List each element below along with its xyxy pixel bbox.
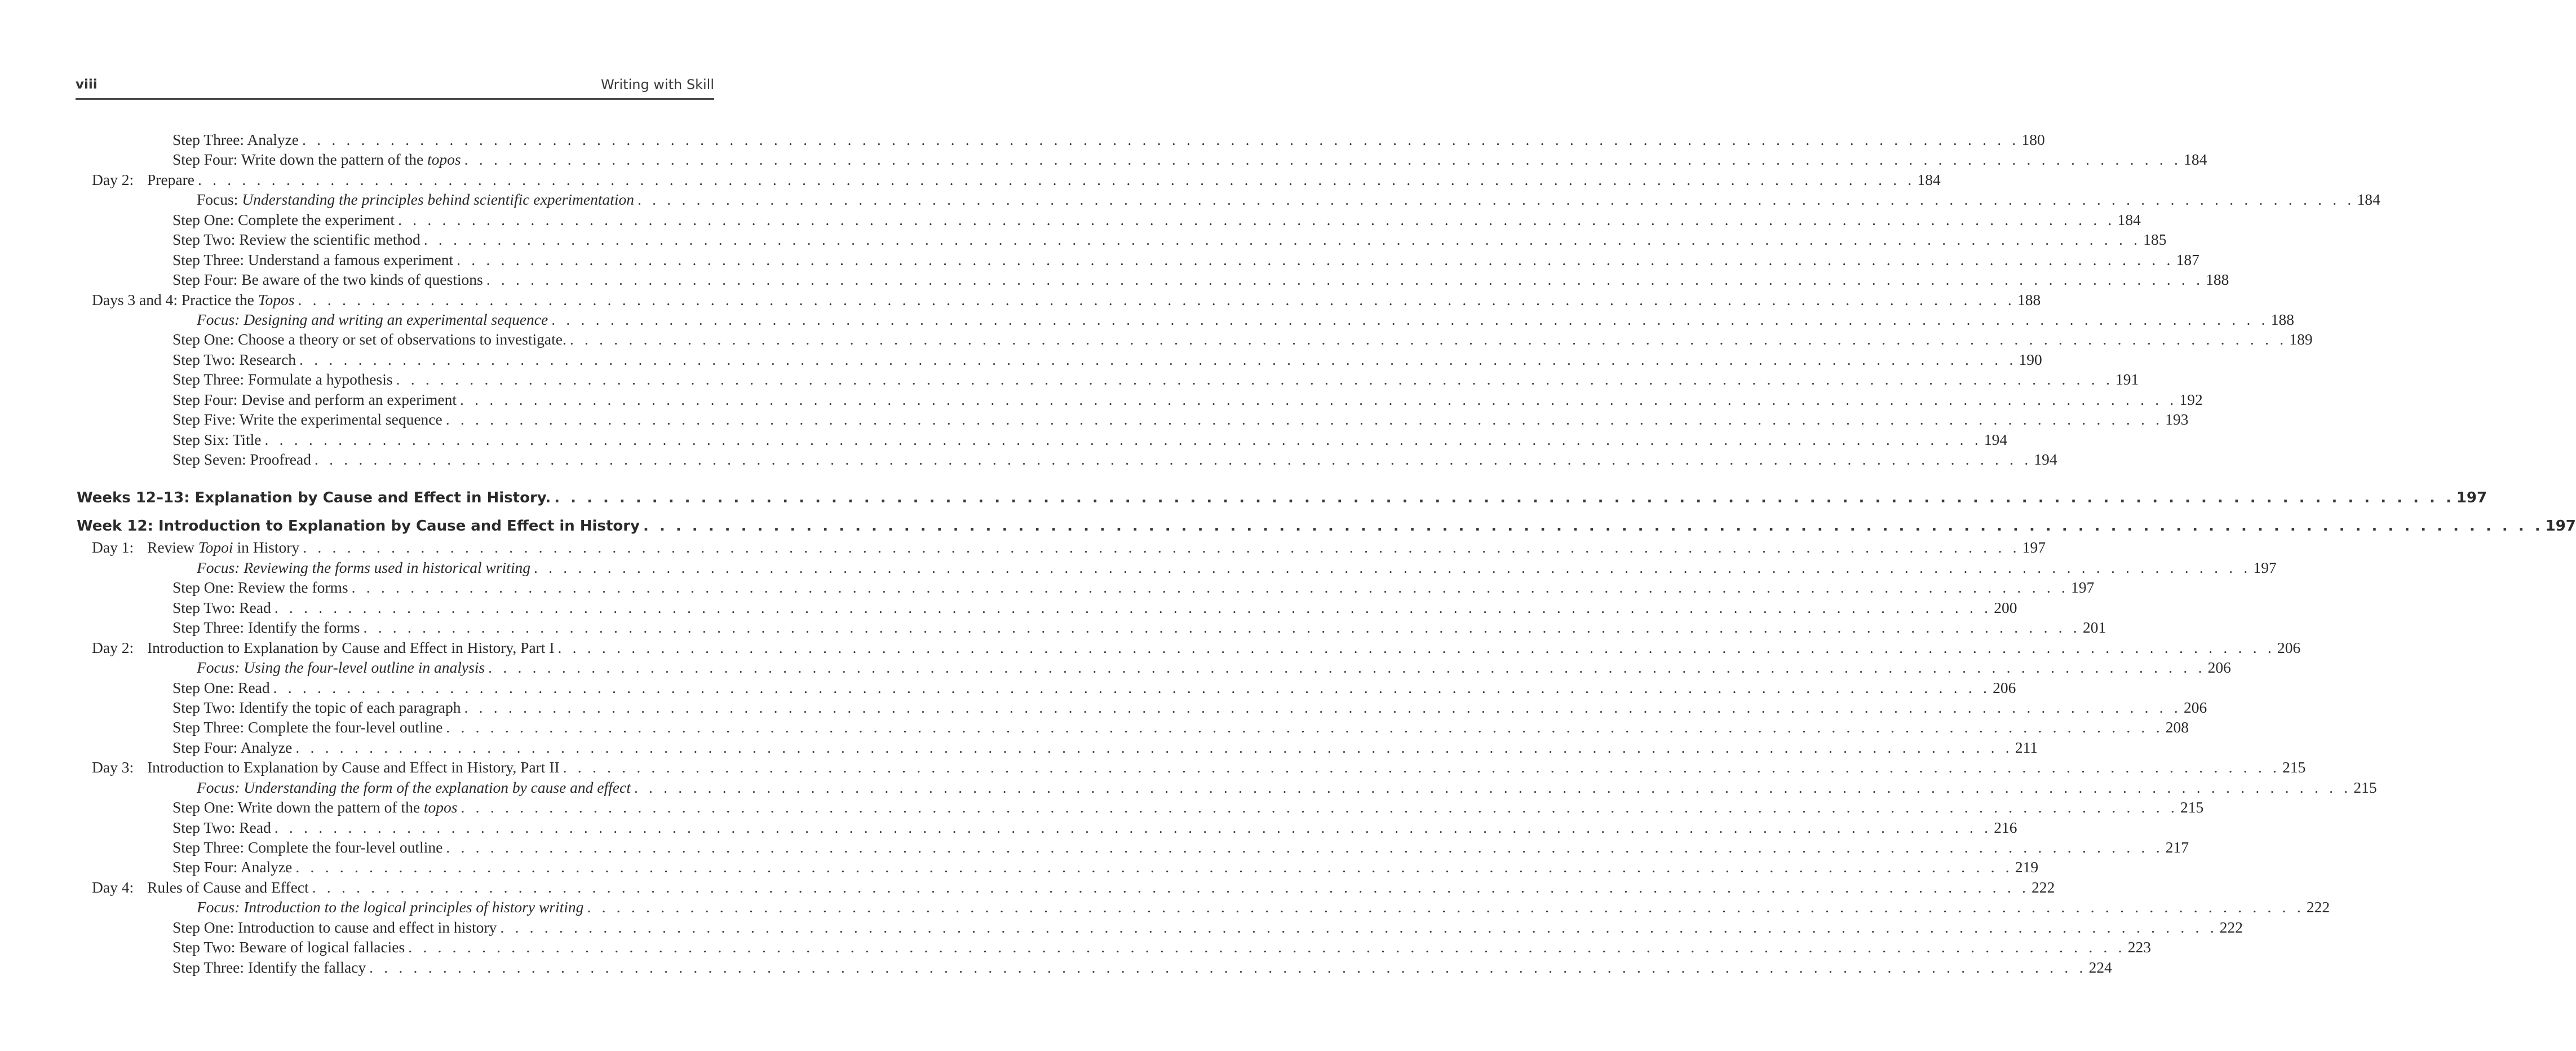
toc-entry-page: 206 (2277, 638, 2301, 656)
toc-entry-page: 215 (2282, 758, 2306, 776)
toc-entry[interactable] (76, 449, 2057, 469)
leader-dots: . . . . . . . . . . . . . . . . . . . . . . . . . . . . . . . . . . . . . . . . . . . . . . . . . . . . . . . . . . . . . . . . . . . . . . . . . . . . . . . . . . . . . . . . . . . . . . . . . . . . . . . . . . . . . . . . . . . . . (464, 151, 2182, 169)
leader-dots: . . . . . . . . . . . . . . . . . . . . . . . . . . . . . . . . . . . . . . . . . . . . . . . . . . . . . . . . . . . . . . . . . . . . . . . . . . . . . . . . . . . . . . . . . . . . . . . . . . . . . . . . . . . . . . . . . . . . . (274, 598, 1992, 616)
toc-entry-label: Step Two: Beware of logical fallacies (172, 938, 405, 956)
toc-entry-page: 185 (2143, 231, 2167, 249)
toc-entry-page: 222 (2219, 918, 2243, 936)
toc-focus-entry[interactable] (76, 310, 2294, 329)
toc-entry-page: 197 (2456, 489, 2488, 507)
toc-entry[interactable] (76, 409, 2189, 429)
toc-entry-label (172, 797, 458, 817)
day-label: Day 4: (92, 878, 134, 896)
toc-entry[interactable] (76, 229, 2167, 249)
toc-entry-label: Step Three: Analyze (172, 131, 299, 148)
label-text: Step One: Write down the pattern of the (172, 798, 424, 816)
running-title: Writing with Skill (600, 77, 714, 92)
toc-entry-label: Step One: Complete the experiment (172, 210, 395, 228)
toc-entry[interactable] (76, 917, 2243, 937)
toc-entry-page: 206 (2183, 698, 2207, 716)
toc-entry-label: Step One: Introduction to cause and effect in history (172, 918, 497, 936)
day-label: Day 1: (92, 538, 134, 557)
toc-entry-page: 222 (2306, 898, 2330, 916)
toc-entry-page: 192 (2179, 390, 2203, 408)
toc-entry-page: 217 (2165, 838, 2189, 856)
toc-entry-page: 187 (2176, 250, 2199, 268)
toc-entry-label: Step Three: Complete the four-level outline (172, 838, 443, 856)
leader-dots: . . . . . . . . . . . . . . . . . . . . . . . . . . . . . . . . . . . . . . . . . . . . . . . . . . . . . . . . . . . . . . . . . . . . . . . . . . . . . . . . . . . . . . . . . . . . . . . . . . . . . . . . . . . . . . . . . . . . . (197, 170, 1915, 188)
leader-dots: . . . . . . . . . . . . . . . . . . . . . . . . . . . . . . . . . . . . . . . . . . . . . . . . . . . . . . . . . . . . . . . . . . . . . . . . . . . . . . . . . . . . . . . . . . . . . . . . . . . . . . . . . . . . . . . . . . . . . (551, 310, 2269, 328)
toc-entry-label: Step Four: Analyze (172, 738, 293, 756)
toc-entry-label: Step Two: Research (172, 350, 296, 368)
toc-entry-label: Focus: Using the four-level outline in analysis (197, 659, 485, 677)
toc-entry-page: 191 (2115, 370, 2139, 388)
toc-entry[interactable] (76, 390, 2203, 409)
leader-dots: . . . . . . . . . . . . . . . . . . . . . . . . . . . . . . . . . . . . . . . . . . . . . . . . . . . . . . . . . . . . . . . . . . . . . . . . . . . . . . . . . . . . . . . . . . . . . . . . . . . . . . . . . . . . . . . . . . . . . (563, 758, 2281, 776)
toc-entry-page: 222 (2031, 878, 2055, 896)
leader-dots: . . . . . . . . . . . . . . . . . . . . . . . . . . . . . . . . . . . . . . . . . . . . . . . . . . . . . . . . . . . . . . . . . . . . . . . . . . . . . . . . . . . . . . . . . . . . . . . . . . . . . . . . . . . . . . . . . . . . . (408, 938, 2126, 956)
label-text: Prepare (147, 170, 194, 188)
label-text: Introduction to Explanation by Cause and Effect in History, Part II (147, 758, 560, 776)
leader-dots: . . . . . . . . . . . . . . . . . . . . . . . . . . . . . . . . . . . . . . . . . . . . . . . . . . . . . . . . . . . . . . . . . . . . . . . . . . . . . . . . . . . . . . . . . . . . . . . . . . . . . . . . . . . . . . . . . . . . . (351, 579, 2069, 597)
toc-entry-page: 194 (2034, 451, 2057, 468)
leader-dots: . . . . . . . . . . . . . . . . . . . . . . . . . . . . . . . . . . . . . . . . . . . . . . . . . . . . . . . . . . . . . . . . . . . . . . . . . . . . . . . . . . . . . . . . . . . . . . . . . . . . . . . . . . . . . . . . . . . . . (396, 370, 2114, 388)
toc-entry-label (92, 877, 309, 897)
toc-entry-page: 184 (2184, 151, 2207, 169)
toc-entry-label: Step Seven: Proofread (172, 451, 311, 468)
leader-dots: . . . . . . . . . . . . . . . . . . . . . . . . . . . . . . . . . . . . . . . . . . . . . . . . . . . . . . . . . . . . . . . . . . . . . . . . . . . . . . . . . . . . . . . . . . . . . . . . . . . . . . . . . . . . . . . . . . . . . (274, 818, 1992, 836)
toc-entry-label: Step Four: Devise and perform an experiment (172, 390, 457, 408)
toc-entry-page: 197 (2022, 538, 2046, 557)
leader-dots: . . . . . . . . . . . . . . . . . . . . . . . . . . . . . . . . . . . . . . . . . . . . . . . . . . . . . . . . . . . . . . . . . . . . . . . . . . . . . . . . . . . . . . . . . . . . . . . . . . . . . . . . . . . . . . . . . . . . . (298, 290, 2015, 308)
toc-entry[interactable] (76, 797, 2204, 817)
toc-entry-label (92, 757, 560, 777)
leader-dots: . . . . . . . . . . . . . . . . . . . . . . . . . . . . . . . . . . . . . . . . . . . . . . . . . . . . . . . . . . . . . . . . . . . . . . . . . . . . . . . . . . . . . . . . . . . . . . . . . . . . . . . . . . . . . . . . . . . . . (445, 410, 2163, 429)
toc-entry[interactable] (76, 697, 2207, 717)
toc-entry[interactable] (76, 369, 2139, 389)
toc-entry[interactable] (76, 818, 2017, 837)
toc-entry-page: 197 (2071, 579, 2095, 597)
leader-dots: . . . . . . . . . . . . . . . . . . . . . . . . . . . . . . . . . . . . . . . . . . . . . . . . . . . . . . . . . . . . . . . . . . . . . . . . . . . . . . . . . . . . . . . . . . . . . . . . . . . . . . . . . . . . . . . . . . . . . (363, 619, 2081, 637)
toc-entry[interactable] (76, 738, 2038, 757)
toc-entry-page: 219 (2015, 858, 2039, 876)
label-text: in History (233, 538, 300, 557)
toc-entry[interactable] (76, 957, 2112, 977)
toc-entry-page: 224 (2088, 958, 2112, 976)
leader-dots: . . . . . . . . . . . . . . . . . . . . . . . . . . . . . . . . . . . . . . . . . . . . . . . . . . . . . . . . . . . . . . . . . . . . . . . . . . . . . . . . . . . . . . . . . . . . . . . . . . . . . . . . . . . . . . . . . . . . . (302, 131, 2020, 148)
toc-entry-label (92, 170, 194, 189)
leader-dots: . . . . . . . . . . . . . . . . . . . . . . . . . . . . . . . . . . . . . . . . . . . . . . . . . . . . . . . . . . . . . . . . . . . . . . . . . . . . . . . . . . . . . . . . . . . . . . . . . . . . . . . . . . . . . . . . . . . . . (500, 918, 2218, 936)
toc-entry-page: 211 (2015, 738, 2038, 756)
toc-entry[interactable] (76, 598, 2017, 617)
leader-dots: . . . . . . . . . . . . . . . . . . . . . . . . . . . . . . . . . . . . . . . . . . . . . . . . . . . . . . . . . . . . . . . . . . . . . . . . . . . . . . . . . . . . . . . . . . . . . . . . . . . . . . . . . . . . . . . . . . . . . (643, 518, 2543, 535)
toc-week-heading[interactable] (76, 515, 2576, 537)
leader-dots: . . . . . . . . . . . . . . . . . . . . . . . . . . . . . . . . . . . . . . . . . . . . . . . . . . . . . . . . . . . . . . . . . . . . . . . . . . . . . . . . . . . . . . . . . . . . . . . . . . . . . . . . . . . . . . . . . . . . . (303, 538, 2020, 557)
leader-dots: . . . . . . . . . . . . . . . . . . . . . . . . . . . . . . . . . . . . . . . . . . . . . . . . . . . . . . . . . . . . . . . . . . . . . . . . . . . . . . . . . . . . . . . . . . . . . . . . . . . . . . . . . . . . . . . . . . . . . (638, 191, 2355, 209)
leader-dots: . . . . . . . . . . . . . . . . . . . . . . . . . . . . . . . . . . . . . . . . . . . . . . . . . . . . . . . . . . . . . . . . . . . . . . . . . . . . . . . . . . . . . . . . . . . . . . . . . . . . . . . . . . . . . . . . . . . . . (557, 638, 2275, 656)
toc-entry-page: 216 (1994, 818, 2017, 836)
toc-entry-label: Focus: Understanding the form of the explanation by cause and effect (197, 778, 631, 796)
toc-entry-label (92, 638, 554, 657)
day-label: Day 3: (92, 758, 134, 776)
toc-entry-page: 194 (1984, 430, 2008, 448)
page-header (76, 73, 714, 100)
leader-dots: . . . . . . . . . . . . . . . . . . . . . . . . . . . . . . . . . . . . . . . . . . . . . . . . . . . . . . . . . . . . . . . . . . . . . . . . . . . . . . . . . . . . . . . . . . . . . . . . . . . . . . . . . . . . . . . . . . . . . (446, 718, 2163, 736)
table-of-contents (76, 130, 2576, 977)
toc-entry-label: Focus: Reviewing the forms used in historical writing (197, 558, 530, 576)
toc-focus-entry[interactable] (76, 897, 2330, 917)
label-italic: Understanding the principles behind scientific experimentation (242, 191, 634, 209)
toc-entry-label: Step One: Choose a theory or set of observations to investigate. (172, 330, 566, 348)
leader-dots: . . . . . . . . . . . . . . . . . . . . . . . . . . . . . . . . . . . . . . . . . . . . . . . . . . . . . . . . . . . . . . . . . . . . . . . . . . . . . . . . . . . . . . . . . . . . . . . . . . . . . . . . . . . . . . . . . . . . . (461, 798, 2178, 816)
toc-entry-page: 188 (2270, 310, 2294, 328)
toc-entry[interactable] (76, 837, 2189, 857)
leader-dots: . . . . . . . . . . . . . . . . . . . . . . . . . . . . . . . . . . . . . . . . . . . . . . . . . . . . . . . . . . . . . . . . . . . . . . . . . . . . . . . . . . . . . . . . . . . . . . . . . . . . . . . . . . . . . . . . . . . . . (264, 430, 1982, 448)
toc-entry-page: 206 (2207, 659, 2231, 677)
toc-focus-entry[interactable] (76, 657, 2231, 677)
toc-entry-page: 197 (2545, 518, 2576, 535)
toc-entry-label (197, 189, 634, 209)
toc-entry-page: 188 (2017, 290, 2041, 308)
toc-entry-page: 200 (1994, 598, 2017, 616)
toc-entry-page: 197 (2253, 558, 2277, 576)
toc-entry-label: Step Two: Read (172, 818, 271, 836)
leader-dots: . . . . . . . . . . . . . . . . . . . . . . . . . . . . . . . . . . . . . . . . . . . . . . . . . . . . . . . . . . . . . . . . . . . . . . . . . . . . . . . . . . . . . . . . . . . . . . . . . . . . . . . . . . . . . . . . . . . . . (569, 330, 2287, 348)
page-number: viii (76, 77, 98, 92)
toc-entry[interactable] (76, 717, 2189, 737)
leader-dots: . . . . . . . . . . . . . . . . . . . . . . . . . . . . . . . . . . . . . . . . . . . . . . . . . . . . . . . . . . . . . . . . . . . . . . . . . . . . . . . . . . . . . . . . . . . . . . . . . . . . . . . . . . . . . . . . . . . . . (486, 271, 2204, 289)
leader-dots: . . . . . . . . . . . . . . . . . . . . . . . . . . . . . . . . . . . . . . . . . . . . . . . . . . . . . . . . . . . . . . . . . . . . . . . . . . . . . . . . . . . . . . . . . . . . . . . . . . . . . . . . . . . . . . . . . . . . . (554, 489, 2454, 507)
label-text: Rules of Cause and Effect (147, 878, 309, 896)
toc-day-entry[interactable] (76, 757, 2306, 777)
toc-entry[interactable] (76, 250, 2199, 270)
toc-entry-label: Step Five: Write the experimental sequence (172, 410, 442, 429)
toc-entry-label: Step Three: Identify the forms (172, 619, 360, 637)
leader-dots: . . . . . . . . . . . . . . . . . . . . . . . . . . . . . . . . . . . . . . . . . . . . . . . . . . . . . . . . . . . . . . . . . . . . . . . . . . . . . . . . . . . . . . . . . . . . . . . . . . . . . . . . . . . . . . . . . . . . . (299, 350, 2017, 368)
leader-dots: . . . . . . . . . . . . . . . . . . . . . . . . . . . . . . . . . . . . . . . . . . . . . . . . . . . . . . . . . . . . . . . . . . . . . . . . . . . . . . . . . . . . . . . . . . . . . . . . . . . . . . . . . . . . . . . . . . . . . (369, 958, 2087, 976)
toc-entry-page: 208 (2165, 718, 2189, 736)
toc-day-entry[interactable] (76, 170, 1941, 189)
leader-dots: . . . . . . . . . . . . . . . . . . . . . . . . . . . . . . . . . . . . . . . . . . . . . . . . . . . . . . . . . . . . . . . . . . . . . . . . . . . . . . . . . . . . . . . . . . . . . . . . . . . . . . . . . . . . . . . . . . . . . (634, 778, 2352, 796)
leader-dots: . . . . . . . . . . . . . . . . . . . . . . . . . . . . . . . . . . . . . . . . . . . . . . . . . . . . . . . . . . . . . . . . . . . . . . . . . . . . . . . . . . . . . . . . . . . . . . . . . . . . . . . . . . . . . . . . . . . . . (457, 250, 2174, 268)
leader-dots: . . . . . . . . . . . . . . . . . . . . . . . . . . . . . . . . . . . . . . . . . . . . . . . . . . . . . . . . . . . . . . . . . . . . . . . . . . . . . . . . . . . . . . . . . . . . . . . . . . . . . . . . . . . . . . . . . . . . . (446, 838, 2163, 856)
toc-entry-page: 223 (2127, 938, 2151, 956)
toc-entry[interactable] (76, 350, 2042, 369)
toc-entry[interactable] (76, 329, 2313, 349)
toc-entry-page: 189 (2289, 330, 2313, 348)
toc-entry-label (92, 537, 299, 557)
toc-entry-label: Step Two: Review the scientific method (172, 231, 421, 249)
toc-entry-page: 190 (2019, 350, 2042, 368)
toc-focus-entry[interactable] (76, 189, 2380, 209)
toc-entry-label: Focus: Introduction to the logical principles of history writing (197, 898, 584, 916)
toc-focus-entry[interactable] (76, 778, 2377, 797)
toc-entry-label: Focus: Designing and writing an experimental sequence (197, 310, 548, 328)
leader-dots: . . . . . . . . . . . . . . . . . . . . . . . . . . . . . . . . . . . . . . . . . . . . . . . . . . . . . . . . . . . . . . . . . . . . . . . . . . . . . . . . . . . . . . . . . . . . . . . . . . . . . . . . . . . . . . . . . . . . . (312, 878, 2030, 896)
toc-day-entry[interactable] (76, 537, 2046, 557)
toc-entry-page: 188 (2206, 271, 2229, 289)
toc-entry-label: Weeks 12–13: Explanation by Cause and Effect in History. (77, 489, 551, 507)
leader-dots: . . . . . . . . . . . . . . . . . . . . . . . . . . . . . . . . . . . . . . . . . . . . . . . . . . . . . . . . . . . . . . . . . . . . . . . . . . . . . . . . . . . . . . . . . . . . . . . . . . . . . . . . . . . . . . . . . . . . . (314, 451, 2032, 468)
toc-entry[interactable] (76, 678, 2016, 697)
label-text: Introduction to Explanation by Cause and Effect in History, Part I (147, 638, 555, 656)
toc-entry[interactable] (76, 577, 2095, 597)
toc-entry[interactable] (76, 149, 2207, 169)
toc-entry-label: Step Three: Formulate a hypothesis (172, 370, 393, 388)
toc-entry-label: Step Four: Be aware of the two kinds of questions (172, 271, 483, 289)
toc-entry[interactable] (76, 430, 2008, 449)
toc-entry-label: Step Six: Title (172, 430, 262, 448)
label-italic: Topos (258, 290, 295, 308)
toc-focus-entry[interactable] (76, 558, 2277, 577)
toc-entry-page: 184 (2357, 191, 2380, 209)
toc-entry-label: Week 12: Introduction to Explanation by Cause and Effect in History (77, 518, 640, 535)
toc-entry-label (92, 290, 295, 310)
label-text: Step Four: Write down the pattern of the (172, 151, 428, 169)
leader-dots: . . . . . . . . . . . . . . . . . . . . . . . . . . . . . . . . . . . . . . . . . . . . . . . . . . . . . . . . . . . . . . . . . . . . . . . . . . . . . . . . . . . . . . . . . . . . . . . . . . . . . . . . . . . . . . . . . . . . . (423, 231, 2141, 249)
day-label: Day 2: (92, 170, 134, 188)
leader-dots: . . . . . . . . . . . . . . . . . . . . . . . . . . . . . . . . . . . . . . . . . . . . . . . . . . . . . . . . . . . . . . . . . . . . . . . . . . . . . . . . . . . . . . . . . . . . . . . . . . . . . . . . . . . . . . . . . . . . . (533, 558, 2251, 576)
leader-dots: . . . . . . . . . . . . . . . . . . . . . . . . . . . . . . . . . . . . . . . . . . . . . . . . . . . . . . . . . . . . . . . . . . . . . . . . . . . . . . . . . . . . . . . . . . . . . . . . . . . . . . . . . . . . . . . . . . . . . (273, 678, 1991, 696)
toc-entry-label: Step Four: Analyze (172, 858, 293, 876)
leader-dots: . . . . . . . . . . . . . . . . . . . . . . . . . . . . . . . . . . . . . . . . . . . . . . . . . . . . . . . . . . . . . . . . . . . . . . . . . . . . . . . . . . . . . . . . . . . . . . . . . . . . . . . . . . . . . . . . . . . . . (464, 698, 2181, 716)
leader-dots: . . . . . . . . . . . . . . . . . . . . . . . . . . . . . . . . . . . . . . . . . . . . . . . . . . . . . . . . . . . . . . . . . . . . . . . . . . . . . . . . . . . . . . . . . . . . . . . . . . . . . . . . . . . . . . . . . . . . . (488, 659, 2206, 677)
leader-dots: . . . . . . . . . . . . . . . . . . . . . . . . . . . . . . . . . . . . . . . . . . . . . . . . . . . . . . . . . . . . . . . . . . . . . . . . . . . . . . . . . . . . . . . . . . . . . . . . . . . . . . . . . . . . . . . . . . . . . (295, 858, 2013, 876)
toc-entry[interactable] (76, 210, 2141, 229)
toc-entry-label (172, 149, 461, 169)
toc-entry[interactable] (76, 937, 2151, 957)
label-text: Focus: (197, 191, 242, 209)
toc-entry-page: 215 (2353, 778, 2377, 796)
toc-day-entry[interactable] (76, 290, 2041, 310)
toc-entry[interactable] (76, 130, 2045, 149)
label-text: Review (147, 538, 198, 557)
toc-entry-page: 184 (2117, 210, 2141, 228)
toc-section-heading[interactable] (76, 487, 2488, 509)
toc-entry-label: Step Three: Identify the fallacy (172, 958, 366, 976)
label-italic: topos (423, 798, 458, 816)
toc-entry-page: 180 (2021, 131, 2045, 148)
toc-entry-label: Step One: Review the forms (172, 579, 348, 597)
toc-entry-page: 193 (2165, 410, 2189, 429)
toc-entry-label: Step Three: Complete the four-level outline (172, 718, 443, 736)
toc-entry-label: Step Three: Understand a famous experiment (172, 250, 454, 268)
toc-entry-page: 206 (1993, 678, 2016, 696)
leader-dots: . . . . . . . . . . . . . . . . . . . . . . . . . . . . . . . . . . . . . . . . . . . . . . . . . . . . . . . . . . . . . . . . . . . . . . . . . . . . . . . . . . . . . . . . . . . . . . . . . . . . . . . . . . . . . . . . . . . . . (295, 738, 2013, 756)
label-italic: Topoi (198, 538, 233, 557)
toc-entry-page: 201 (2082, 619, 2106, 637)
label-italic: topos (427, 151, 461, 169)
toc-entry-label: Step Two: Identify the topic of each paragraph (172, 698, 461, 716)
toc-day-entry[interactable] (76, 877, 2055, 897)
toc-entry[interactable] (76, 617, 2106, 637)
leader-dots: . . . . . . . . . . . . . . . . . . . . . . . . . . . . . . . . . . . . . . . . . . . . . . . . . . . . . . . . . . . . . . . . . . . . . . . . . . . . . . . . . . . . . . . . . . . . . . . . . . . . . . . . . . . . . . . . . . . . . (398, 210, 2115, 228)
toc-entry-label: Step One: Read (172, 678, 270, 696)
day-label: Day 2: (92, 638, 134, 656)
toc-day-entry[interactable] (76, 638, 2301, 657)
leader-dots: . . . . . . . . . . . . . . . . . . . . . . . . . . . . . . . . . . . . . . . . . . . . . . . . . . . . . . . . . . . . . . . . . . . . . . . . . . . . . . . . . . . . . . . . . . . . . . . . . . . . . . . . . . . . . . . . . . . . . (587, 898, 2304, 916)
label-text: Days 3 and 4: Practice the (92, 290, 258, 308)
toc-entry-page: 215 (2180, 798, 2204, 816)
toc-entry-label: Step Two: Read (172, 598, 271, 616)
leader-dots: . . . . . . . . . . . . . . . . . . . . . . . . . . . . . . . . . . . . . . . . . . . . . . . . . . . . . . . . . . . . . . . . . . . . . . . . . . . . . . . . . . . . . . . . . . . . . . . . . . . . . . . . . . . . . . . . . . . . . (460, 390, 2177, 408)
toc-entry[interactable] (76, 270, 2229, 289)
toc-entry[interactable] (76, 857, 2039, 877)
toc-entry-page: 184 (1917, 170, 1941, 188)
